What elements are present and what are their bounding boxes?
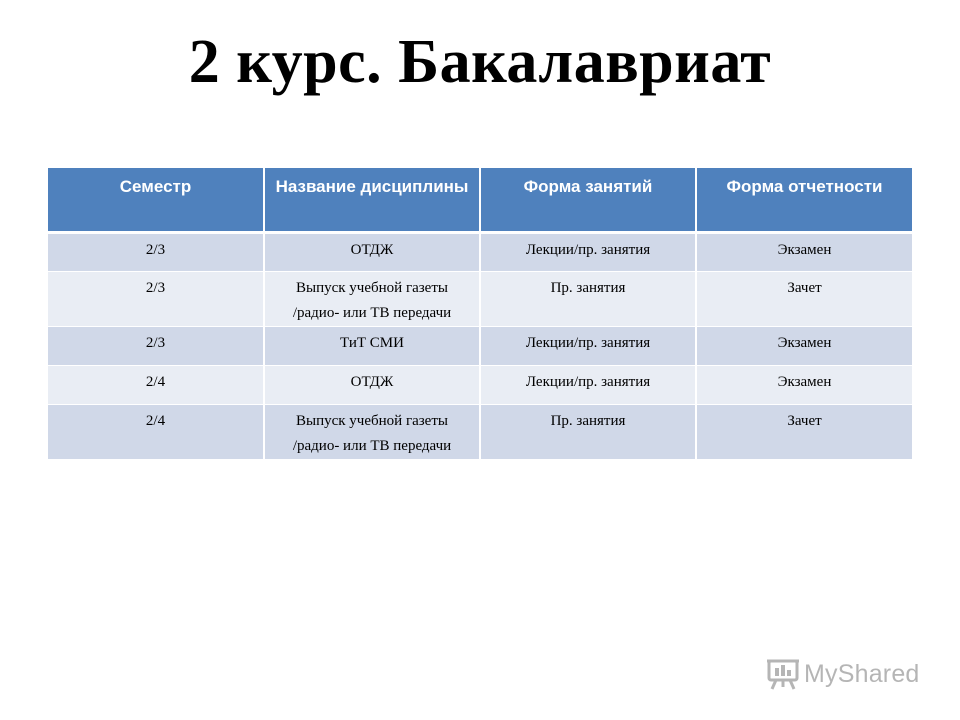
cell-report-form: Экзамен — [696, 326, 912, 365]
cell-class-form: Лекции/пр. занятия — [480, 232, 696, 271]
discipline-line: ОТДЖ — [350, 373, 394, 390]
cell-report-form: Зачет — [696, 271, 912, 326]
myshared-logo[interactable] — [766, 656, 920, 692]
cell-semester: 2/4 — [48, 404, 264, 459]
presentation-board-icon — [766, 657, 800, 691]
cell-class-form: Лекции/пр. занятия — [480, 365, 696, 404]
header-report-form: Форма отчетности — [696, 168, 912, 232]
cell-report-form: Экзамен — [696, 232, 912, 271]
discipline-line: /радио- или ТВ передачи — [292, 304, 452, 321]
table-row — [48, 326, 912, 365]
cell-discipline — [264, 232, 480, 271]
logo-text: MyShared — [804, 659, 920, 688]
discipline-line: ТиТ СМИ — [340, 334, 404, 351]
header-discipline: Название дисциплины — [264, 168, 480, 232]
cell-discipline — [264, 271, 480, 326]
table-row — [48, 232, 912, 271]
table-row — [48, 271, 912, 326]
cell-discipline — [264, 365, 480, 404]
discipline-line: /радио- или ТВ передачи — [292, 437, 452, 454]
cell-semester: 2/3 — [48, 232, 264, 271]
cell-report-form: Зачет — [696, 404, 912, 459]
cell-semester: 2/3 — [48, 271, 264, 326]
slide-title: 2 курс. Бакалавриат — [188, 28, 772, 96]
cell-semester: 2/4 — [48, 365, 264, 404]
cell-class-form: Пр. занятия — [480, 404, 696, 459]
header-class-form: Форма занятий — [480, 168, 696, 232]
table-row — [48, 404, 912, 459]
header-semester: Семестр — [48, 168, 264, 232]
cell-discipline — [264, 404, 480, 459]
cell-report-form: Экзамен — [696, 365, 912, 404]
discipline-line: Выпуск учебной газеты — [296, 412, 448, 429]
course-table — [48, 168, 912, 460]
discipline-line: Выпуск учебной газеты — [296, 279, 448, 296]
table-row — [48, 365, 912, 404]
cell-class-form: Пр. занятия — [480, 271, 696, 326]
cell-discipline — [264, 326, 480, 365]
cell-semester: 2/3 — [48, 326, 264, 365]
cell-class-form: Лекции/пр. занятия — [480, 326, 696, 365]
table-header-row — [48, 168, 912, 232]
discipline-line: ОТДЖ — [350, 241, 394, 258]
